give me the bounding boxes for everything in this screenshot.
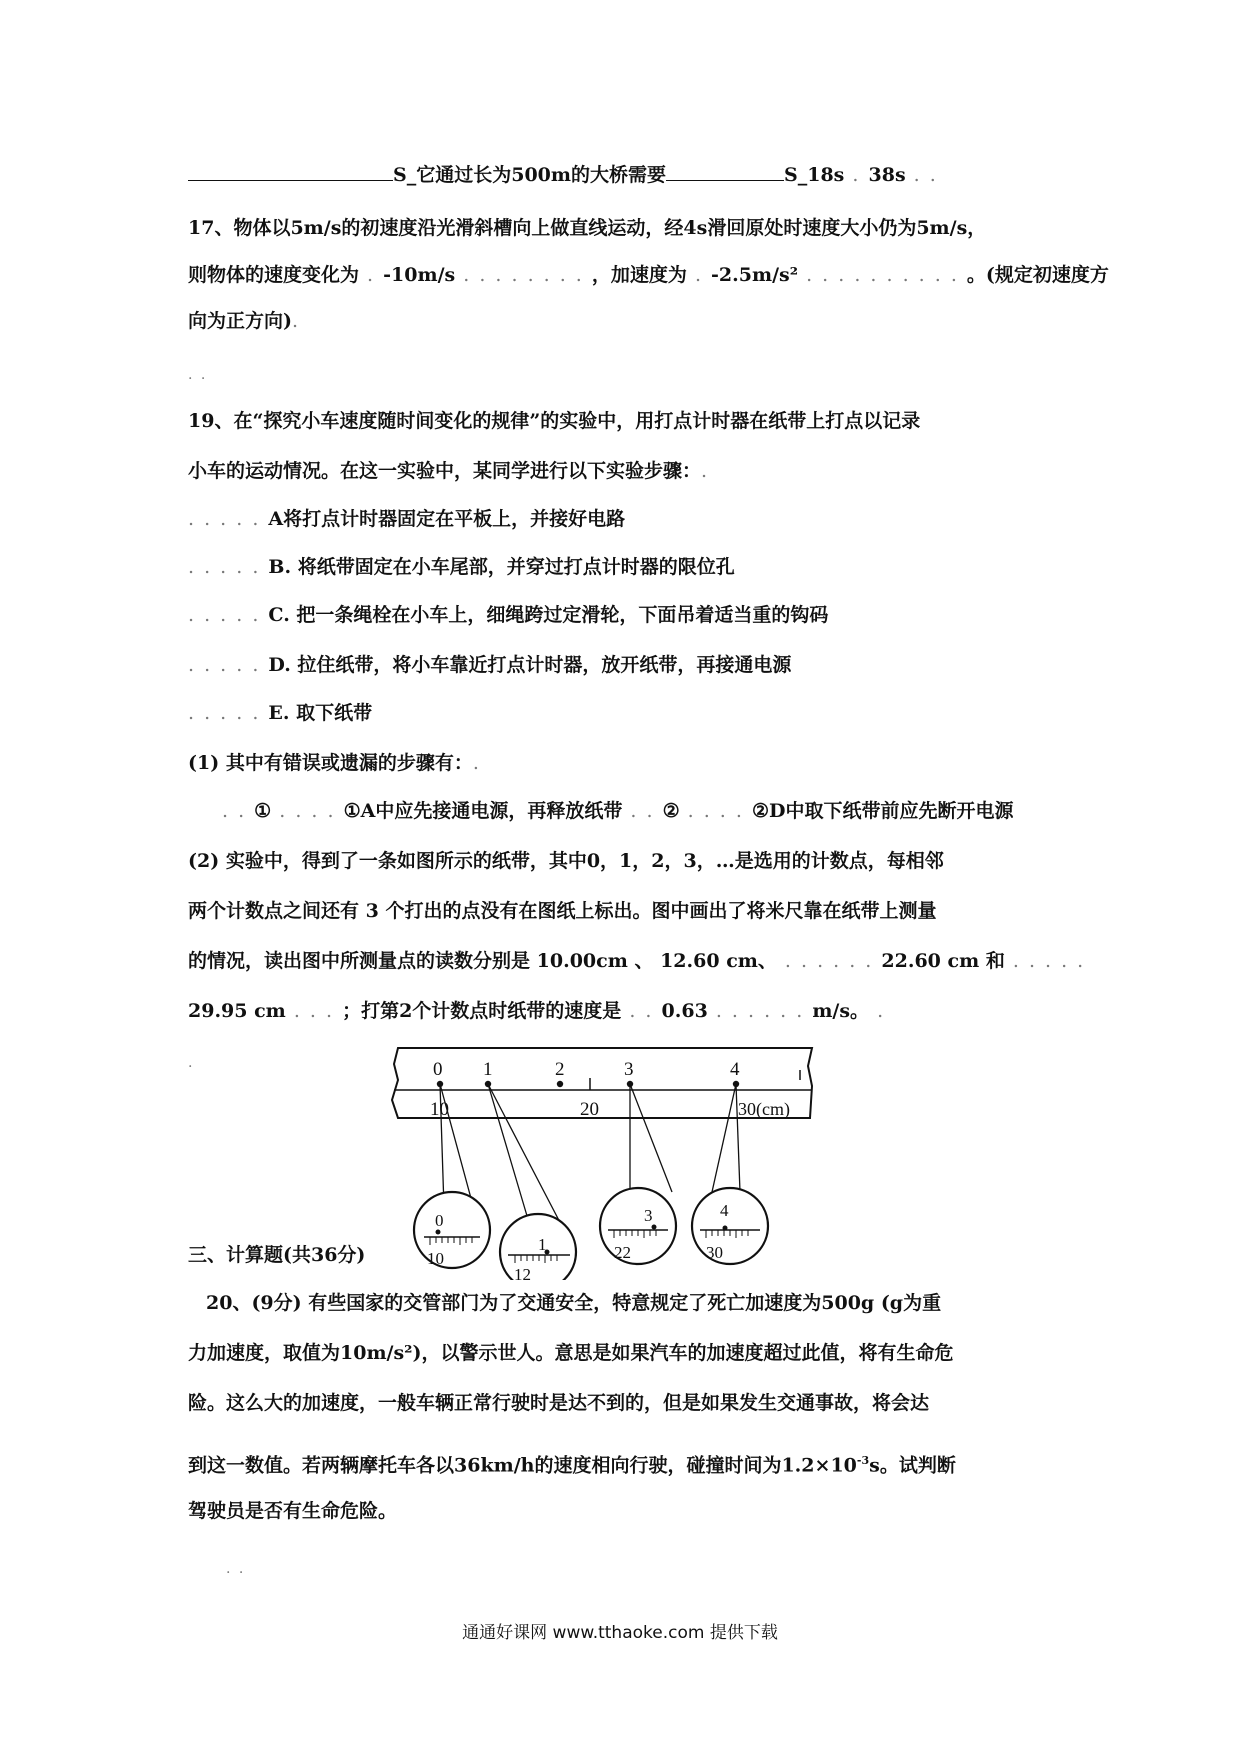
reading-3: 22.60 cm [881, 950, 980, 972]
ruler-label: 30(cm) [738, 1099, 790, 1119]
count-points [437, 1081, 739, 1087]
q17-answer-a: -2.5m/s² [711, 264, 799, 286]
blank-underline [666, 162, 784, 181]
q19-line-1: 19、在“探究小车速度随时间变化的规律”的实验中，用打点计时器在纸带上打点以记录 [188, 410, 921, 432]
s-mark: S_ [393, 164, 417, 186]
q19-errors: . . ① . . . . ①A中应先接通电源，再释放纸带 . . ② . . . . ②D中取下纸带前应先断开电源 [222, 800, 1014, 822]
q17-line-1: 17、物体以5m/s的初速度沿光滑斜槽向上做直线运动，经4s滑回原处时速度大小仍为5m/s， [188, 217, 987, 239]
q17-line-3: 向为正方向). [188, 310, 301, 332]
point-label: 4 [730, 1059, 740, 1080]
q20-line-5: 驾驶员是否有生命危险。 [188, 1500, 398, 1522]
q19-line-2: 小车的运动情况。在这一实验中，某同学进行以下实验步骤：. [188, 460, 710, 482]
stray-dot: . [188, 1055, 195, 1071]
q19-step-b: . . . . . B. 将纸带固定在小车尾部，并穿过打点计时器的限位孔 [188, 556, 735, 578]
q17-answer-dv: -10m/s [383, 264, 456, 286]
q16-answer-2: 38s [868, 164, 906, 186]
reading-1: 10.00cm [536, 950, 628, 972]
reading-2: 12.60 cm、 [660, 950, 777, 972]
q19-error-2: ②D中取下纸带前应先断开电源 [751, 800, 1014, 822]
s-mark: S_ [784, 164, 808, 186]
q19-step-e: . . . . . E. 取下纸带 [188, 702, 373, 724]
q20-line-2: 力加速度，取值为10m/s²)，以警示世人。意思是如果汽车的加速度超过此值，将有生命危 [188, 1342, 954, 1364]
q20-line-4: 到这一数值。若两辆摩托车各以36km/h的速度相向行驶，碰撞时间为$1.2\times 10^{-3}s$。试判断 [188, 1454, 956, 1477]
q19-error-1: ①A中应先接通电源，再释放纸带 [343, 800, 623, 822]
q19-sub2-line-1: (2) 实验中，得到了一条如图所示的纸带，其中0，1，2，3，…是选用的计数点，每相邻 [188, 850, 944, 872]
magnifier-0 [414, 1192, 490, 1268]
paper-tape-figure [380, 1040, 840, 1280]
point-label: 0 [433, 1059, 443, 1080]
magnifier-4 [692, 1188, 768, 1264]
q19-step-d: . . . . . D. 拉住纸带，将小车靠近打点计时器，放开纸带，再接通电源 [188, 654, 792, 676]
q19-sub2-line-2: 两个计数点之间还有 3 个打出的点没有在图纸上标出。图中画出了将米尺靠在纸带上测量 [188, 900, 937, 922]
magnifier-point-label: 1 [538, 1235, 547, 1254]
ruler-label: 10 [430, 1099, 449, 1120]
footer-credit: 通通好课网 www.tthaoke.com 提供下载 [462, 1623, 778, 1643]
blank-underline [188, 162, 393, 181]
section-3-title: 三、计算题(共36分) [188, 1244, 366, 1266]
point-label: 3 [624, 1059, 634, 1080]
q20-line-3: 险。这么大的加速度，一般车辆正常行驶时是达不到的，但是如果发生交通事故，将会达 [188, 1392, 930, 1414]
point-label: 1 [483, 1059, 493, 1080]
q19-sub2-line-3: 的情况，读出图中所测量点的读数分别是 10.00cm 、 12.60 cm、 . . . . . . 22.60 cm 和 . . . . . [188, 950, 1086, 972]
stray-dots: . . [188, 367, 208, 383]
exponent: -3 [856, 1454, 870, 1467]
q19-sub2-line-4: 29.95 cm . . . ；打第2个计数点时纸带的速度是 . . 0.63 . . . . . . m/s。 . [188, 1000, 886, 1022]
q19-step-c: . . . . . C. 把一条绳栓在小车上，细绳跨过定滑轮，下面吊着适当重的钩码 [188, 604, 829, 626]
magnifier-3 [600, 1188, 676, 1264]
magnifier-scale-label: 10 [427, 1249, 444, 1268]
reading-4: 29.95 cm [188, 1000, 286, 1022]
q19-sub1: (1) 其中有错误或遗漏的步骤有：. [188, 752, 481, 774]
magnifier-point-label: 0 [435, 1211, 444, 1230]
q20-line-1: 20、(9分) 有些国家的交管部门为了交通安全，特意规定了死亡加速度为500g (g为重 [206, 1292, 942, 1314]
q17-line-2: 则物体的速度变化为 . -10m/s . . . . . . . . ，加速度为 . -2.5m/s² . . . . . . . . . . 。(规定初速度方 [188, 264, 1109, 286]
magnifier-point-label: 3 [644, 1206, 653, 1225]
q16-answer-1: 18s [807, 164, 845, 186]
magnifier-scale-label: 22 [614, 1243, 631, 1262]
stray-dots: . . [226, 1561, 246, 1577]
velocity-answer: 0.63 [661, 1000, 708, 1022]
magnifier-scale-label: 12 [514, 1265, 531, 1280]
q16-text: 它通过长为500m的大桥需要 [416, 164, 666, 186]
magnifier-point-label: 4 [720, 1201, 729, 1220]
ruler-label: 20 [580, 1099, 599, 1120]
q16-line: S_它通过长为500m的大桥需要 S_18s . 38s . . [188, 162, 938, 188]
magnifier-1 [500, 1214, 576, 1280]
q19-step-a: . . . . . A将打点计时器固定在平板上，并接好电路 [188, 508, 626, 530]
count-point-2 [557, 1081, 563, 1087]
point-label: 2 [555, 1059, 565, 1080]
magnifier-scale-label: 30 [706, 1243, 723, 1262]
